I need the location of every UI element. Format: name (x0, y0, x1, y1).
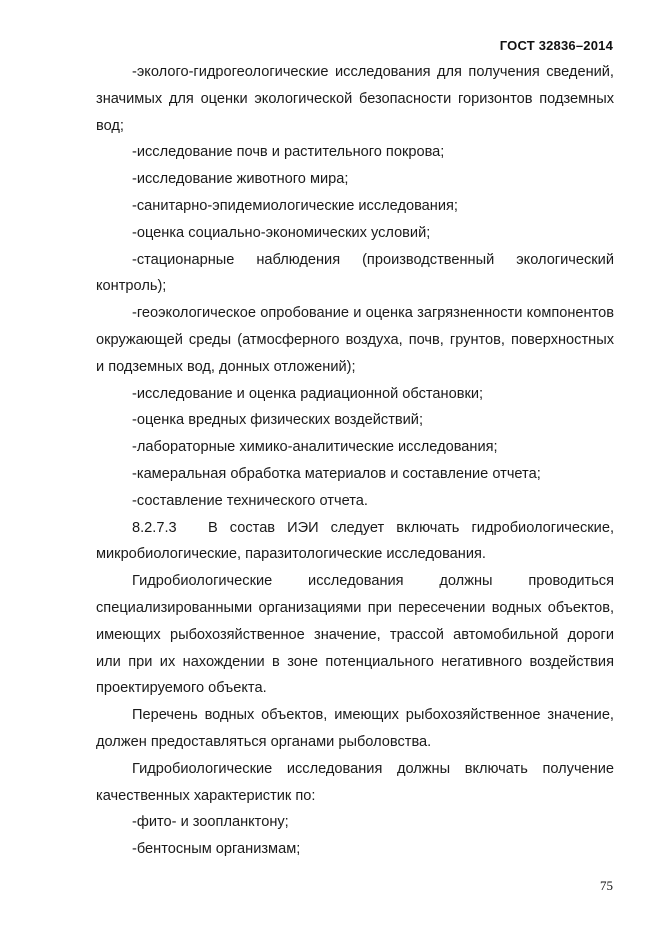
section-number: 8.2.7.3 (132, 519, 177, 536)
list-item: -оценка вредных физических воздействий; (132, 412, 423, 429)
list-item: -исследование почв и растительного покрова; (132, 144, 445, 161)
document-code-header: ГОСТ 32836–2014 (499, 38, 613, 53)
list-item: -исследование и оценка радиационной обстановки; (132, 385, 484, 402)
list-item: -лабораторные химико-аналитические исследования; (132, 439, 498, 456)
section-text: В состав ИЭИ следует включать гидробиологические, микробиологические, паразитологические исследования. (96, 519, 614, 563)
paragraph: Перечень водных объектов, имеющих рыбохозяйственное значение, должен предоставляться органами рыболовства. (96, 707, 614, 750)
paragraph: Гидробиологические исследования должны включать получение качественных характеристик по: (96, 760, 614, 804)
section-paragraph (96, 515, 614, 569)
list-item: -санитарно-эпидемиологические исследования; (132, 197, 458, 214)
list-item: -составление технического отчета. (132, 492, 368, 509)
list-item: -камеральная обработка материалов и составление отчета; (132, 465, 541, 482)
list-item: -стационарные наблюдения (производственный экологический контроль); (96, 251, 614, 295)
list-item: -геоэкологическое опробование и оценка загрязненности компонентов окружающей среды (атмосферного воздуха, почв, грунтов, поверхностных и подземных вод, донных отложений); (96, 305, 614, 375)
paragraph: Гидробиологические исследования должны проводиться специализированными организациями при пересечении водных объектов, имеющих рыбохозяйственное значение, трассой автомобильной дороги или при их нахождении в зоне потенциального негативного воздействия проектируемого объекта. (96, 573, 614, 697)
page-number: 75 (600, 878, 613, 893)
list-item: -оценка социально-экономических условий; (132, 224, 431, 241)
document-body (96, 59, 614, 863)
list-item: -бентосным организмам; (132, 841, 301, 858)
paragraph: -эколого-гидрогеологические исследования для получения сведений, значимых для оценки экологической безопасности горизонтов подземных вод; (96, 64, 614, 134)
list-item: -исследование животного мира; (132, 171, 349, 188)
list-item: -фито- и зоопланктону; (132, 814, 289, 831)
